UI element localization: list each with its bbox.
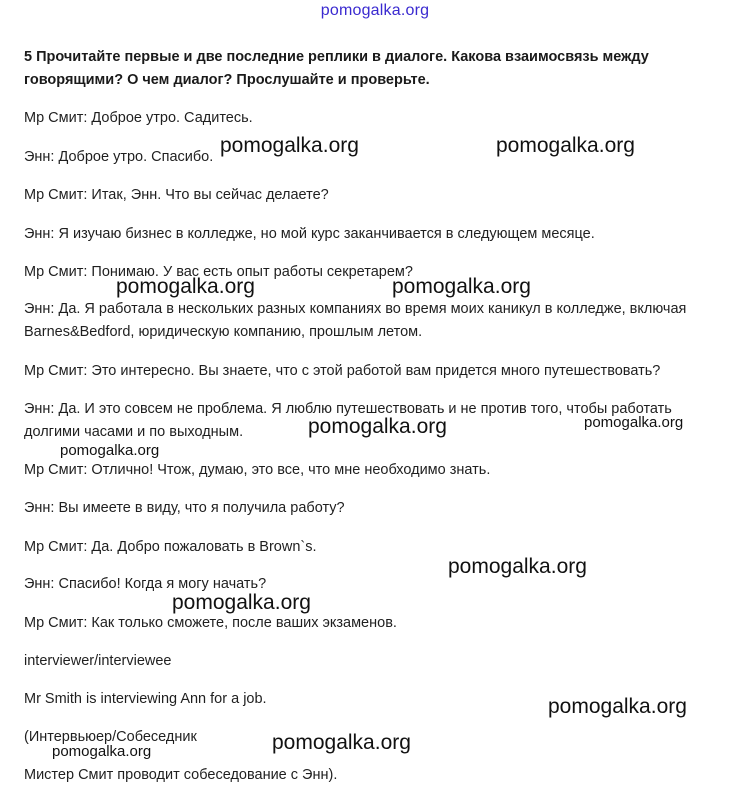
dialogue-line: Мр Смит: Итак, Энн. Что вы сейчас делаете? — [24, 187, 329, 203]
vocabulary-line: interviewer/interviewee — [24, 653, 172, 669]
task-heading: 5 Прочитайте первые и две последние реплики в диалоге. Какова взаимосвязь между говорящими? О чем диалог? Прослушайте и проверьте. — [24, 49, 649, 88]
dialogue-line: Мр Смит: Понимаю. У вас есть опыт работы секретарем? — [24, 264, 413, 280]
watermark: pomogalka.org — [448, 555, 587, 578]
summary-line: Mr Smith is interviewing Ann for a job. — [24, 691, 267, 707]
dialogue-line: Мр Смит: Доброе утро. Садитесь. — [24, 110, 253, 126]
translation-line: (Интервьюер/Собеседник — [24, 729, 197, 745]
watermark: pomogalka.org — [272, 731, 411, 754]
watermark: pomogalka.org — [52, 743, 152, 760]
watermark: pomogalka.org — [116, 275, 255, 298]
dialogue-line: Мр Смит: Как только сможете, после ваших экзаменов. — [24, 615, 397, 631]
dialogue-line: Энн: Вы имеете в виду, что я получила работу? — [24, 500, 345, 516]
site-header[interactable]: pomogalka.org — [320, 2, 430, 19]
dialogue-line: Энн: Да. И это совсем не проблема. Я люблю путешествовать и не против того, чтобы работать долгими часами и по выходным. — [24, 401, 672, 440]
watermark: pomogalka.org — [308, 415, 447, 438]
dialogue-line: Энн: Спасибо! Когда я могу начать? — [24, 576, 267, 592]
watermark: pomogalka.org — [60, 442, 160, 459]
dialogue-line: Мр Смит: Отлично! Чтож, думаю, это все, что мне необходимо знать. — [24, 462, 491, 478]
watermark: pomogalka.org — [220, 134, 359, 157]
watermark: pomogalka.org — [548, 695, 687, 718]
translation-line: Мистер Смит проводит собеседование с Энн). — [24, 767, 338, 783]
dialogue-line: Энн: Да. Я работала в нескольких разных компаниях во время моих каникул в колледже, включая Barnes&Bedford, юридическую компанию, прошлым летом. — [24, 301, 687, 340]
dialogue-line: Мр Смит: Да. Добро пожаловать в Brown`s. — [24, 539, 317, 555]
dialogue-line: Мр Смит: Это интересно. Вы знаете, что с этой работой вам придется много путешествовать? — [24, 363, 661, 379]
dialogue-line: Энн: Доброе утро. Спасибо. — [24, 149, 214, 165]
watermark: pomogalka.org — [584, 414, 684, 431]
dialogue-line: Энн: Я изучаю бизнес в колледже, но мой курс заканчивается в следующем месяце. — [24, 226, 595, 242]
watermark: pomogalka.org — [392, 275, 531, 298]
watermark: pomogalka.org — [172, 591, 311, 614]
watermark: pomogalka.org — [496, 134, 635, 157]
